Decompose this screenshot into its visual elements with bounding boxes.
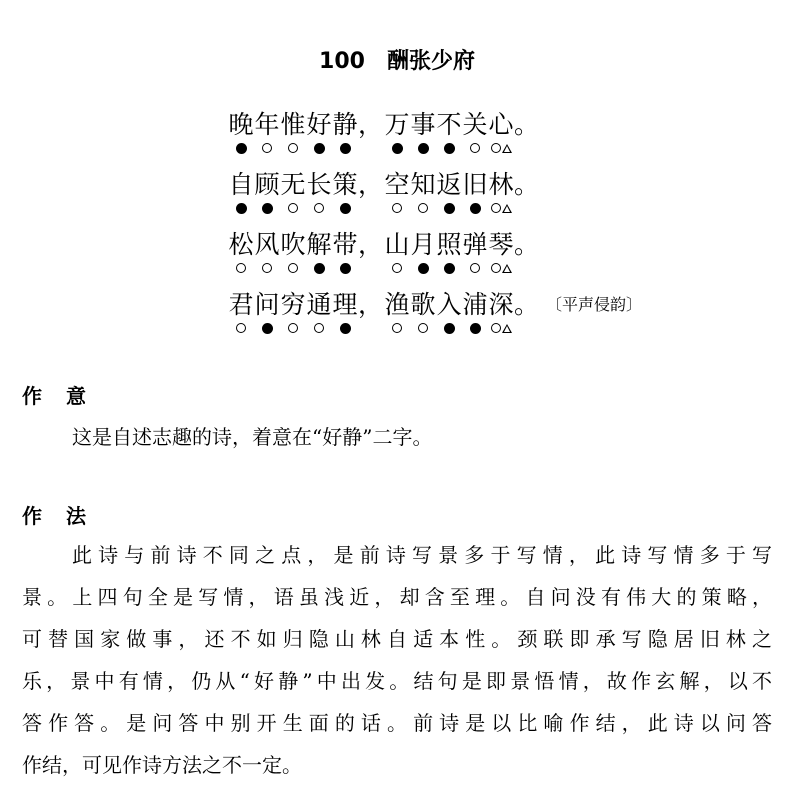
char-text: 松: [228, 230, 254, 259]
ze-tone-mark-icon: [470, 202, 481, 214]
char-text: 顾: [254, 170, 280, 199]
char-text: 照: [436, 230, 462, 259]
ze-tone-mark-icon: [470, 322, 481, 334]
poem-char: [254, 230, 280, 274]
ze-tone-mark-icon: [340, 202, 351, 214]
char-text: 穷: [280, 290, 306, 319]
section-heading-zuofa: 作法: [22, 504, 110, 528]
ze-tone-mark-icon: [444, 262, 455, 274]
poem-char: [228, 290, 254, 334]
poem-char: [384, 170, 410, 214]
char-text: 好: [306, 110, 332, 139]
ping-tone-mark-icon: [288, 262, 298, 274]
poem-line: [228, 110, 642, 170]
char-text: 林: [488, 170, 514, 199]
poem-line: [228, 230, 642, 290]
rhyme-mark-icon: [491, 142, 512, 154]
char-text: 通: [306, 290, 332, 319]
char-text: 浦: [462, 290, 488, 319]
poem-char: [462, 110, 488, 154]
rhyme-mark-icon: [491, 202, 512, 214]
period: 。: [514, 290, 540, 319]
poem-char: [280, 110, 306, 154]
poem-char: [306, 290, 332, 334]
char-text: 旧: [462, 170, 488, 199]
poem-char: [280, 170, 306, 214]
poem-char: [306, 170, 332, 214]
char-text: 无: [280, 170, 306, 199]
char-text: 晚: [228, 110, 254, 139]
char-text: 解: [306, 230, 332, 259]
section-heading-zuoyi: 作意: [22, 384, 110, 408]
ping-tone-mark-icon: [392, 322, 402, 334]
poem-body: [228, 110, 642, 350]
poem-number: 100: [319, 49, 365, 74]
ping-tone-mark-icon: [262, 142, 272, 154]
comma: ，: [358, 110, 384, 139]
poem-char: [332, 110, 358, 154]
ze-tone-mark-icon: [262, 322, 273, 334]
ping-tone-mark-icon: [418, 322, 428, 334]
char-text: 惟: [280, 110, 306, 139]
poem-char: [410, 110, 436, 154]
rhyme-note: 〔平声侵韵〕: [546, 295, 643, 314]
poem-char: [436, 290, 462, 334]
char-text: 君: [228, 290, 254, 319]
poem-char: [332, 170, 358, 214]
poem-char: [306, 110, 332, 154]
char-text: 知: [410, 170, 436, 199]
poem-char: [280, 230, 306, 274]
ping-tone-mark-icon: [314, 322, 324, 334]
rhyme-mark-icon: [491, 262, 512, 274]
poem-char: [488, 290, 514, 334]
char-text: 问: [254, 290, 280, 319]
ze-tone-mark-icon: [444, 142, 455, 154]
poem-char: [228, 230, 254, 274]
char-text: 不: [436, 110, 462, 139]
ping-tone-mark-icon: [236, 262, 246, 274]
paragraph-line: 作结，可见作诗方法之不一定。: [22, 753, 302, 777]
char-text: 年: [254, 110, 280, 139]
char-text: 空: [384, 170, 410, 199]
paragraph-line: 这是自述志趣的诗，着意在“好静”二字。: [72, 425, 433, 449]
char-text: 带: [332, 230, 358, 259]
char-text: 深: [488, 290, 514, 319]
period: 。: [514, 170, 540, 199]
char-text: 吹: [280, 230, 306, 259]
period: 。: [514, 230, 540, 259]
poem-char: [488, 230, 514, 274]
poem-title: [0, 44, 794, 75]
poem-char: [488, 170, 514, 214]
char-text: 策: [332, 170, 358, 199]
ze-tone-mark-icon: [418, 262, 429, 274]
ze-tone-mark-icon: [314, 262, 325, 274]
char-text: 月: [410, 230, 436, 259]
ze-tone-mark-icon: [262, 202, 273, 214]
char-text: 入: [436, 290, 462, 319]
poem-char: [410, 230, 436, 274]
char-text: 静: [332, 110, 358, 139]
poem-char: [254, 170, 280, 214]
ping-tone-mark-icon: [314, 202, 324, 214]
ping-tone-mark-icon: [470, 262, 480, 274]
ze-tone-mark-icon: [314, 142, 325, 154]
poem-char: [410, 170, 436, 214]
poem-char: [436, 230, 462, 274]
paragraph-line: 此诗与前诗不同之点，是前诗写景多于写情，此诗写情多于写: [72, 543, 772, 567]
char-text: 风: [254, 230, 280, 259]
poem-char: [306, 230, 332, 274]
char-text: 事: [410, 110, 436, 139]
poem-char: [462, 230, 488, 274]
poem-char: [384, 230, 410, 274]
ping-tone-mark-icon: [288, 142, 298, 154]
char-text: 返: [436, 170, 462, 199]
poem-char: [488, 110, 514, 154]
char-text: 理: [332, 290, 358, 319]
ze-tone-mark-icon: [340, 322, 351, 334]
paragraph-line: 乐，景中有情，仍从“好静”中出发。结句是即景悟情，故作玄解，以不: [22, 669, 772, 693]
poem-char: [280, 290, 306, 334]
ze-tone-mark-icon: [340, 262, 351, 274]
char-text: 长: [306, 170, 332, 199]
ping-tone-mark-icon: [418, 202, 428, 214]
poem-char: [228, 170, 254, 214]
poem-char: [462, 170, 488, 214]
ze-tone-mark-icon: [236, 142, 247, 154]
comma: ，: [358, 230, 384, 259]
char-text: 琴: [488, 230, 514, 259]
ze-tone-mark-icon: [418, 142, 429, 154]
char-text: 渔: [384, 290, 410, 319]
poem-char: [436, 110, 462, 154]
comma: ，: [358, 170, 384, 199]
period: 。: [514, 110, 540, 139]
paragraph-line: 景。上四句全是写情，语虽浅近，却含至理。自问没有伟大的策略，: [22, 585, 772, 609]
poem-line: [228, 290, 642, 350]
ping-tone-mark-icon: [392, 202, 402, 214]
char-text: 关: [462, 110, 488, 139]
ping-tone-mark-icon: [262, 262, 272, 274]
paragraph-line: 可替国家做事，还不如归隐山林自适本性。颈联即承写隐居旧林之: [22, 627, 772, 651]
poem-line: [228, 170, 642, 230]
poem-char: [462, 290, 488, 334]
section-text-zuofa: [22, 534, 772, 786]
poem-char: [254, 110, 280, 154]
poem-char: [436, 170, 462, 214]
ze-tone-mark-icon: [340, 142, 351, 154]
ping-tone-mark-icon: [470, 142, 480, 154]
ze-tone-mark-icon: [392, 142, 403, 154]
poem-name: 酬张少府: [386, 49, 475, 74]
poem-char: [384, 290, 410, 334]
poem-char: [254, 290, 280, 334]
paragraph-line: 答作答。是问答中别开生面的话。前诗是以比喻作结，此诗以问答: [22, 711, 772, 735]
char-text: 自: [228, 170, 254, 199]
char-text: 歌: [410, 290, 436, 319]
char-text: 心: [488, 110, 514, 139]
poem-char: [332, 290, 358, 334]
char-text: 弹: [462, 230, 488, 259]
ze-tone-mark-icon: [236, 202, 247, 214]
ping-tone-mark-icon: [288, 322, 298, 334]
poem-char: [410, 290, 436, 334]
char-text: 万: [384, 110, 410, 139]
ping-tone-mark-icon: [392, 262, 402, 274]
comma: ，: [358, 290, 384, 319]
poem-char: [228, 110, 254, 154]
poem-char: [384, 110, 410, 154]
ze-tone-mark-icon: [444, 322, 455, 334]
char-text: 山: [384, 230, 410, 259]
ping-tone-mark-icon: [236, 322, 246, 334]
section-text-zuoyi: [22, 416, 772, 458]
poem-char: [332, 230, 358, 274]
ping-tone-mark-icon: [288, 202, 298, 214]
ze-tone-mark-icon: [444, 202, 455, 214]
rhyme-mark-icon: [491, 322, 512, 334]
